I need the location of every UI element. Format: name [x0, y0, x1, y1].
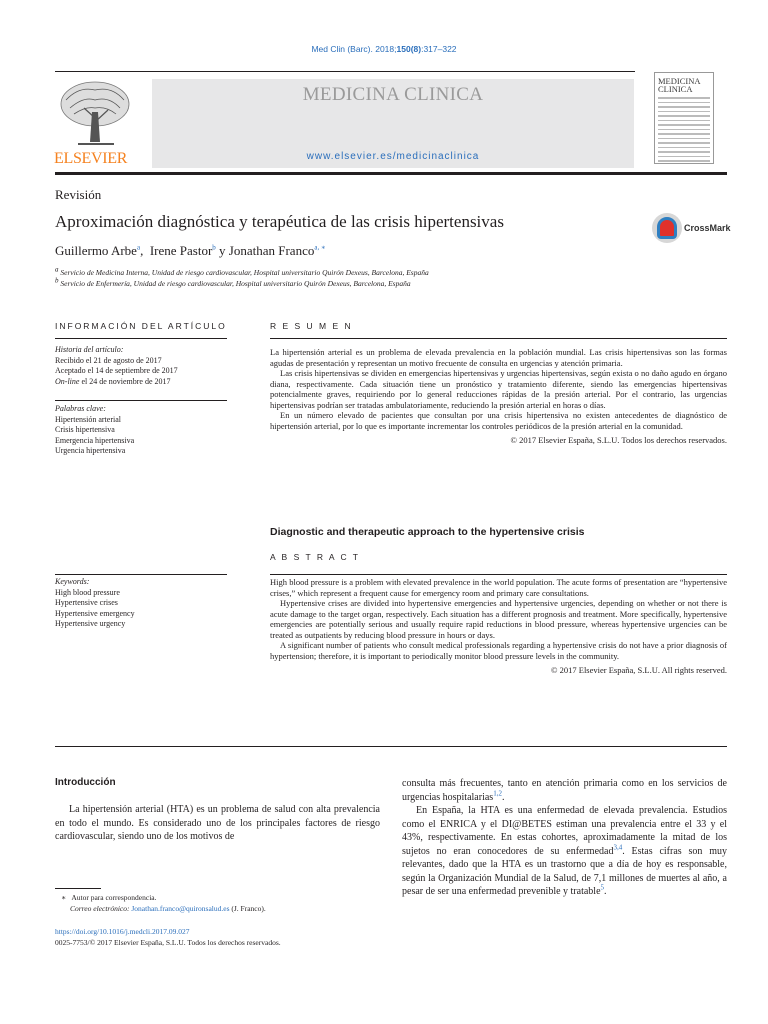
elsevier-wordmark: ELSEVIER [54, 150, 128, 167]
crossmark-button[interactable] [652, 213, 732, 243]
header-rule-top [55, 71, 635, 72]
author-name: Irene Pastor [149, 243, 213, 258]
abstract-heading: A B S T R A C T [270, 552, 361, 562]
article-title: Aproximación diagnóstica y terapéutica de las crisis hipertensivas [55, 212, 504, 231]
cover-title: MEDICINA CLINICA [658, 76, 701, 94]
citation-link[interactable]: 5 [600, 883, 605, 892]
abstract-body: High blood pressure is a problem with elevated prevalence in the world population. The acute forms of presentation are “hypertensive crises,” which represent a frequent cause for emergency room and primary care consultations. Hypertensive crises are divided into hypertensive emergencies and hypertensive urgencies, depending on whether or not there is acute damage to the target organ, respectively. Each situation has a different prognosis and treatment. More specifically, hypertensive emergencies are potentially serious and usually require rapid reductions in blood pressure, whereas hypertensive urgencies can be treated as outpatients by reducing blood pressure in hours or days. A significant number of patients who consult medical professionals regarding a hypertensive crisis do not have a prior diagnosis of hypertension; therefore, it is important to periodically monitor blood pressure levels in the community. © 2017 Elsevier España, S.L.U. All rights reserved. [270, 577, 727, 675]
keyword: Urgencia hipertensiva [55, 446, 126, 455]
body-column-right: consulta más frecuentes, tanto en atención primaria como en los servicios de urgencias hospitalarias$^{1,2}$. En España, la HTA es una enfermedad de elevada prevalencia. Estudios como el ENRICA y el DI@BETES estiman una prevalencia entre el 33 y el 43%, respectivamente. En estas cohortes, aproximadamente la mitad de los sujetos no eran conocedores de su enfermedad$^{3,4}$. Estas cifras son muy relevantes, dado que la HTA es un trastorno que a día de hoy es responsable, según la Organización Mundial de la Salud, de 7,1 millones de muertes al año, a pesar de ser una enfermedad prevenible y tratable$^5$. [402, 778, 727, 897]
rights-statement: 0025-7753/© 2017 Elsevier España, S.L.U. Todos los derechos reservados. [55, 938, 281, 947]
copyright: © 2017 Elsevier España, S.L.U. All rights reserved. [551, 665, 727, 675]
journal-reference[interactable]: Med Clin (Barc). 2018;150(8):317–322 [311, 44, 457, 54]
author-name: Guillermo Arbe [55, 243, 137, 258]
keyword: Hypertensive urgency [55, 619, 126, 628]
keyword: Hipertensión arterial [55, 414, 121, 424]
footnote-rule [55, 888, 101, 889]
resumen-heading: R E S U M E N [270, 321, 353, 331]
keyword: Hypertensive crises [55, 598, 118, 607]
keyword: High blood pressure [55, 587, 120, 597]
citation-link[interactable]: 1,2 [493, 789, 502, 798]
resumen-body: La hipertensión arterial es un problema de elevada prevalencia en la población mundial. Las crisis hipertensivas son las formas agudas de presentación y representan un motivo frecuente de consulta en urgencias y atención primaria. Las crisis hipertensivas se dividen en emergencias hipertensivas y urgencias hipertensivas, según exista o no daño agudo en órgano diana, respectivamente. Cada situación tiene un pronóstico y tratamiento diferente, siendo las emergencias hipertensivas potencialmente graves, requiriendo por lo general reducciones rápidas de la presión arterial. Por el contrario, las urgencias hipertensivas podrían ser tratadas ambulatoriamente, reduciendo la presión arterial en horas o días. En un número elevado de pacientes que consultan por una crisis hipertensiva no existen antecedentes de diagnóstico de hipertensión arterial, por lo que es importante incrementar los controles periódicos de la presión arterial en la comunidad. © 2017 Elsevier España, S.L.U. Todos los derechos reservados. [270, 347, 727, 445]
divider [55, 574, 227, 575]
divider [55, 400, 227, 401]
keyword: Emergencia hipertensiva [55, 435, 135, 445]
divider [55, 338, 227, 339]
elsevier-tree-logo [54, 78, 136, 150]
cover-contents [658, 97, 710, 165]
divider [270, 338, 727, 339]
article-history: Historia del artículo: Recibido el 21 de agosto de 2017 Aceptado el 14 de septiembre de 2017 On-line el 24 de noviembre de 2017 [55, 345, 178, 386]
keywords-en: Keywords: High blood pressure Hypertensive crises Hypertensive emergency Hypertensive urgency [55, 577, 230, 630]
divider [55, 746, 727, 747]
doi-block [55, 926, 281, 948]
email-link[interactable]: Jonathan.franco@quironsalud.es [131, 904, 230, 913]
body-paragraph: La hipertensión arterial (HTA) es un problema de salud con alta prevalencia en todo el mundo. Es considerado uno de los principales factores de riesgo cardiovascular, siendo uno de los motivos de [55, 804, 380, 842]
journal-name: MEDICINA CLINICA [302, 84, 484, 105]
article-type: Revisión [55, 187, 102, 202]
correspondence-footnote: ∗ Autor para correspondencia. Correo electrónico: Jonathan.franco@quironsalud.es (J. Franco). [61, 893, 266, 913]
author-name: Jonathan Franco [228, 243, 315, 258]
copyright: © 2017 Elsevier España, S.L.U. Todos los derechos reservados. [510, 435, 727, 445]
author-list: Guillermo Arbe$^a$, Irene Pastor$^b$ y Jonathan Franco$^{a, ∗}$ [55, 243, 326, 258]
crossmark-icon [652, 213, 682, 243]
keywords-es: Palabras clave: Hipertensión arterial Crisis hipertensiva Emergencia hipertensiva Urgencia hipertensiva [55, 404, 230, 457]
header-rule-bottom [55, 172, 727, 175]
crossmark-label: CrossMark [684, 223, 731, 233]
journal-cover-thumbnail[interactable] [654, 72, 714, 164]
author-affiliation-link[interactable]: a [136, 243, 141, 252]
article-info-heading: INFORMACIÓN DEL ARTÍCULO [55, 321, 227, 331]
author-affiliation-link[interactable]: b [212, 243, 216, 252]
affiliation: $^a$ Servicio de Medicina Interna, Unidad de riesgo cardiovascular, Hospital universitario Quirón Dexeus, Barcelona, España [55, 265, 429, 277]
english-title: Diagnostic and therapeutic approach to the hypertensive crisis [270, 526, 585, 538]
author-affiliation-link[interactable]: a, ∗ [314, 243, 326, 252]
section-heading: Introducción [55, 777, 116, 788]
journal-url-link[interactable]: www.elsevier.es/medicinaclinica [306, 151, 480, 162]
divider [270, 574, 727, 575]
citation-link[interactable]: 3,4 [613, 843, 623, 852]
affiliation: $^b$ Servicio de Enfermería, Unidad de riesgo cardiovascular, Hospital universitario Quirón Dexeus, Barcelona, España [55, 276, 411, 288]
keyword: Hypertensive emergency [55, 608, 135, 618]
keyword: Crisis hipertensiva [55, 425, 115, 434]
doi-link[interactable]: https://doi.org/10.1016/j.medcli.2017.09.027 [55, 927, 190, 936]
